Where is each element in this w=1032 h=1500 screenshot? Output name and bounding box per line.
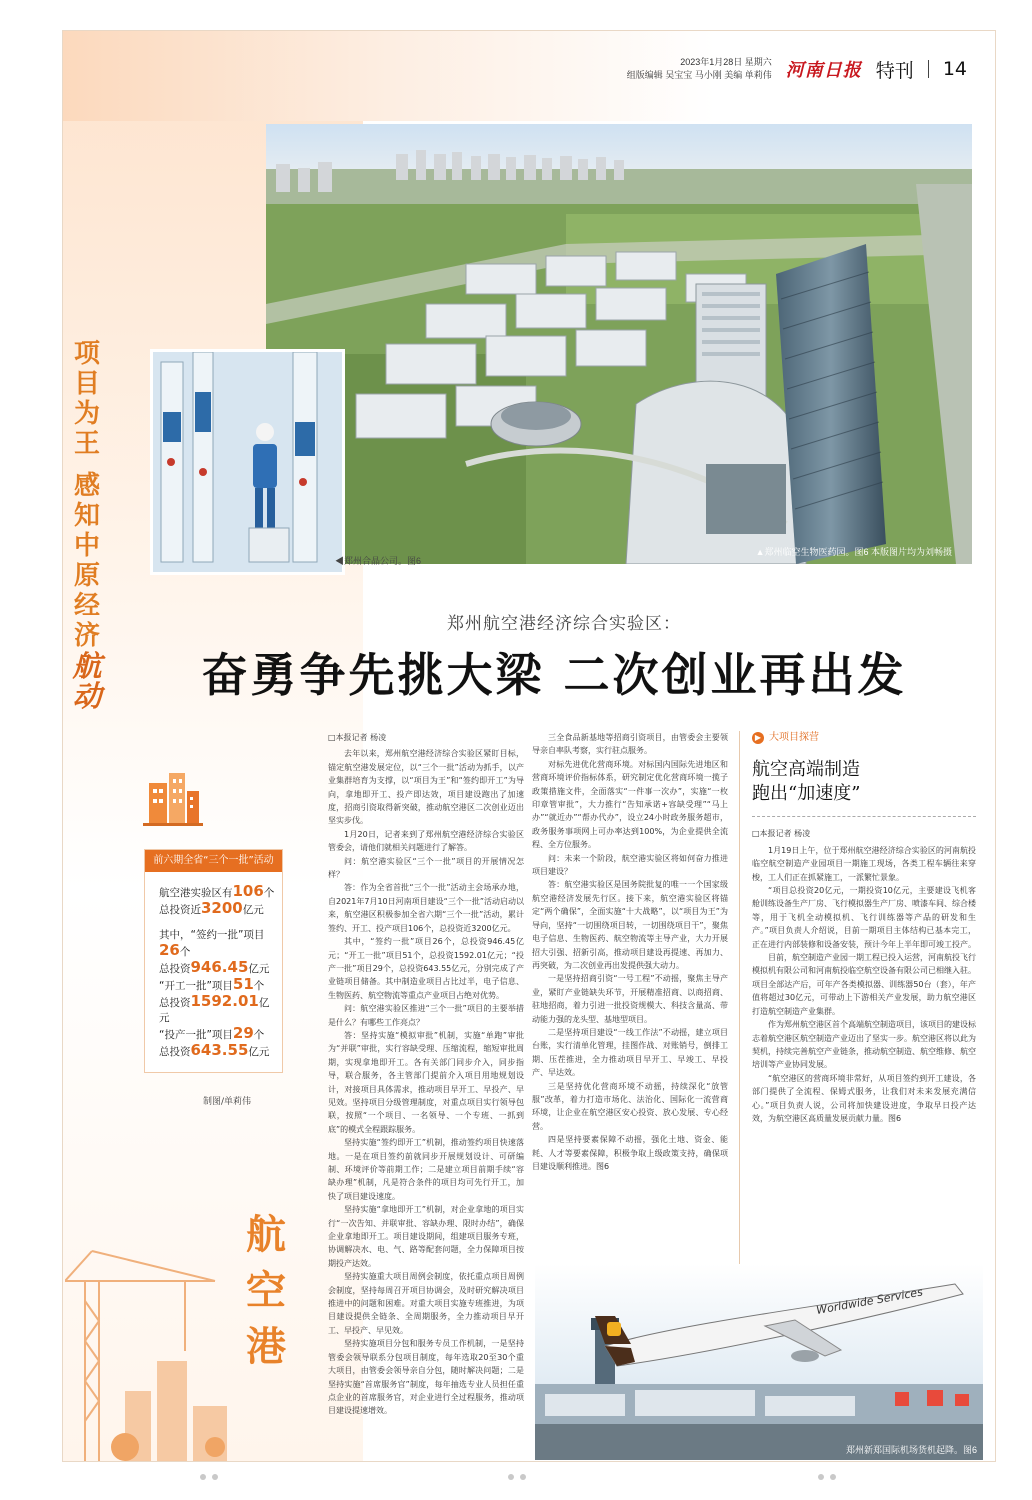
paragraph: 答：作为全省首批“三个一批”活动主会场承办地，自2021年7月10日河南项目建设“三个一批”活动启动以来，航空港区积极参加全省六期“三个一批”活动，累计签约、开工、投产项目106个，总投资近3200亿元。: [328, 883, 524, 933]
inset-caption: ◀郑州合晶公司。图6: [335, 556, 422, 566]
paragraph: 对标先进优化营商环境。对标国内国际先进地区和营商环境评价指标体系，研究制定优化营商环境一揽子政策措施文件，全面落实“一件事一次办”，实施“一枚印章管审批”，大力推行“告知承诺+容缺受理”“马上办”“就近办”“帮办代办”，设立24小时政务服务超市，政务服务事项网上可办率达到100%，为企业提供全流程、全方位服务。: [532, 759, 728, 850]
side-title-aviation-port: 航 空 港: [246, 1211, 286, 1370]
factory-worker-illustration: [153, 352, 342, 572]
stat-value: 3200: [201, 899, 243, 917]
paragraph: 问：航空港实验区“三个一批”项目的开展情况怎样？: [328, 856, 524, 880]
section-tag-label: 大项目探营: [769, 732, 819, 743]
page-number: 14: [942, 58, 967, 80]
header-meta: [627, 56, 772, 82]
page-dots-right: [818, 1474, 836, 1480]
side-title-char: 航: [72, 649, 102, 683]
stat-line: 总投资946.45亿元: [159, 958, 270, 976]
stat-value: 106: [232, 882, 264, 900]
crane-skyline-illustration: [65, 1241, 245, 1462]
hero-aerial-photo: [266, 124, 972, 564]
newspaper-logo: 河南日报: [785, 60, 862, 81]
stat-line: 航空港实验区有106个: [159, 882, 275, 900]
stat-line: 总投资近3200亿元: [159, 899, 264, 917]
page-dots-left: [200, 1474, 218, 1480]
paragraph: 1月20日，记者来到了郑州航空港经济综合实验区管委会，请他们就相关问题进行了解答。: [328, 829, 524, 853]
main-headline: 奋勇争先挑大梁 二次创业再出发: [201, 648, 907, 702]
stat-line: “投产一批”项目29个: [159, 1024, 265, 1042]
article-byline: □本报记者 杨凌: [752, 829, 811, 839]
stat-value: 946.45: [190, 958, 249, 976]
paragraph: “航空港区的营商环境非常好，从项目签约到开工建设，各部门提供了全流程、保姆式服务，让我们对未来发展充满信心。”项目负责人说，公司将加快建设进度，争取早日投产达效，为航空港区高质量发展贡献力量。图6: [752, 1073, 976, 1123]
side-title-char: 王: [73, 429, 100, 459]
divider: [752, 816, 976, 817]
hero-caption: ▲郑州临空生物医药园。图6 本版图片均为刘畅摄: [755, 547, 952, 557]
section-name: 特刊: [875, 59, 914, 82]
page-header: [627, 49, 967, 89]
paragraph: 1月19日上午，位于郑州航空港经济综合实验区的河南航投临空航空制造产业园项目一期施工现场，各类工程车辆往来穿梭，工人们正在抓紧施工，一派繁忙景象。: [752, 845, 976, 882]
paragraph: 去年以来，郑州航空港经济综合实验区紧盯目标，锚定航空港发展定位，以“三个一批”活动为抓手，以产业集群培育为支撑，以“项目为王”和“签约即开工”为导向，拿地即开工、投产即达效，项目建设跑出了加速度，招商引资取得新突破，推动航空港区二次创业迈出坚实步伐。: [328, 749, 524, 826]
header-divider: [928, 60, 929, 78]
stats-box-body: [145, 872, 282, 1060]
stat-line: 总投资1592.01亿元: [159, 992, 270, 1024]
stat-line: “开工一批”项目51个: [159, 975, 265, 993]
section-tag: [752, 731, 976, 744]
stat-value: 1592.01: [190, 992, 259, 1010]
stat-value: 643.55: [190, 1041, 249, 1059]
graphic-credit: 制图/单莉伟: [203, 1097, 252, 1107]
stat-value: 29: [232, 1024, 254, 1042]
plane-caption: 郑州新郑国际机场货机起降。图6: [845, 1445, 977, 1455]
paragraph: 四是坚持要素保障不动摇，强化土地、资金、能耗、人才等要素保障，积极争取上级政策支持，确保项目建设顺利推进。图6: [532, 1135, 728, 1171]
paragraph: 坚持实施“签约即开工”机制，推动签约项目快速落地。一是在项目签约前就同步开展规划设计、可研编制、环境评价等前期工作；二是建立项目前期手续“容缺办理”机制，凡是符合条件的项目均可先行开工，加快了项目建设速度。: [328, 1138, 524, 1201]
aerial-photo-illustration: [266, 124, 972, 564]
paragraph: 三全食品新基地等招商引资项目，由管委会主要领导亲自率队考察，实行驻点服务。: [532, 733, 728, 756]
article-byline: □本报记者 杨凌: [328, 733, 387, 742]
side-title-char: 经: [73, 591, 100, 621]
side-title-char: 为: [73, 399, 100, 429]
stat-value: 26: [159, 941, 180, 959]
stat-value: 51: [232, 975, 254, 993]
newspaper-page: [62, 30, 996, 1462]
header-editors: 组版编辑 吴宝宝 马小刚 美编 单莉伟: [626, 70, 772, 80]
inset-factory-photo: [150, 349, 345, 575]
stats-box-title: 前六期全省“三个一批”活动: [145, 850, 282, 872]
paragraph: 坚持实施“拿地即开工”机制，对企业拿地的项目实行“一次告知、并联审批、容缺办理、限时办结”，确保企业拿地即开工。项目建设期间，组建项目服务专班，协调解决水、电、气、路等配套问题，全力保障项目按期投产达效。: [328, 1205, 524, 1268]
side-title-char: 知: [73, 501, 100, 531]
cargo-plane-illustration: [535, 1264, 983, 1460]
paragraph: 坚持实施项目分包和服务专员工作机制，一是坚持管委会领导联系分包项目制度，每年选取20至30个重大项目，由管委会领导亲自分包，随时解决问题；二是坚持实施“首席服务官”制度，每年抽选专业人员担任重点企业的首席服务官，对企业进行全过程服务，推动项目建设提速增效。: [328, 1339, 524, 1416]
header-date: 2023年1月28日 星期六: [680, 57, 772, 67]
sub-article-title: 航空高端制造 跑出“加速度”: [752, 759, 861, 805]
stats-box: [144, 849, 283, 1073]
headline-kicker: 郑州航空港经济综合实验区：: [447, 614, 681, 634]
arrow-icon: ▶: [752, 732, 764, 744]
side-title-char: 项: [73, 339, 100, 369]
side-title-char: 济: [73, 621, 100, 651]
cargo-plane-photo: [535, 1264, 983, 1460]
paragraph: 其中，“签约一批”项目26个，总投资946.45亿元；“开工一批”项目51个，总投资1592.01亿元；“投产一批”项目29个，总投资643.55亿元，分别完成了产业链项目储备。其中制造业项目占比过半，电子信息、生物医药、航空物流等重点产业项目占绝对优势。: [328, 937, 524, 1000]
building-icon: [143, 769, 203, 829]
article-column-3: [739, 731, 976, 1271]
paragraph: 问：航空港实验区推进“三个一批”项目的主要举措是什么？有哪些工作亮点？: [328, 1004, 524, 1027]
paragraph: “项目总投资20亿元，一期投资10亿元，主要建设飞机客舱训练设备生产厂房、飞行模拟器生产厂房、喷漆车间、综合楼等，用于飞机全动模拟机、飞行训练器等产品的研发和生产。”项目负责人介绍说，目前一期项目主体结构已基本完工，正在进行内部装修和设备安装，预计今年上半年即可竣工投产。: [752, 886, 976, 949]
side-title-char: 中: [73, 531, 100, 561]
paragraph: 一是坚持招商引资“一号工程”不动摇，聚焦主导产业，紧盯产业链缺失环节，开展精准招商、以商招商、驻地招商，着力引进一批投资规模大、科技含量高、带动能力强的龙头型、基地型项目。: [532, 974, 728, 1024]
page-dots-center: [508, 1474, 526, 1480]
article-column-2: [532, 731, 728, 1231]
paragraph: 答：坚持实施“模拟审批”机制，实施“单跑”审批为“并联”审批，实行容缺受理、压缩流程，缩短审批周期，实现拿地即开工。各有关部门同步介入，同步指导，联合服务，各主管部门提前介入项目用地规划设计，对接项目具体需求，推动项目早开工、早投产、早见效。坚持项目分级管理制度，对重点项目实行领导包联，按照“一个项目、一名领导、一个专班、一抓到底”的模式全程跟踪服务。: [328, 1030, 524, 1134]
paragraph: 问：未来一个阶段，航空港实验区将如何奋力推进项目建设？: [532, 853, 728, 877]
side-title-char: 目: [73, 369, 100, 399]
paragraph: 作为郑州航空港区首个高端航空制造项目，该项目的建设标志着航空港区航空制造产业迈出了坚实一步。航空港区将以此为契机，持续完善航空产业链条，推动航空制造、航空维修、航空培训等产业协同发展。: [752, 1020, 976, 1070]
paragraph: 答：航空港实验区是国务院批复的唯一一个国家级航空港经济发展先行区。接下来，航空港实验区将锚定“两个确保”，全面实施“十大战略”，以“项目为王”为导向，坚持“一切围绕项目转，一切围绕项目干”，聚焦电子信息、生物医药、航空物流等主导产业，大力开展招大引强、招新引高，推动项目建设再提速、再加力、再突破，为二次创业再出发提供强大动力。: [532, 880, 728, 970]
paragraph: 三是坚持优化营商环境不动摇，持续深化“放管服”改革，着力打造市场化、法治化、国际化一流营商环境，让企业在航空港区安心投资、放心发展、专心经营。: [532, 1081, 728, 1131]
plane-livery-text: Worldwide Services: [815, 1285, 924, 1317]
side-title-char: 原: [73, 561, 100, 591]
stat-line: 总投资643.55亿元: [159, 1041, 270, 1059]
side-title-char: 动: [72, 679, 102, 713]
paragraph: 二是坚持项目建设“一线工作法”不动摇，建立项目台账，实行清单化管理，挂图作战、对账销号，倒排工期、压茬推进，全力推动项目早开工、早竣工、早投产、早达效。: [532, 1027, 728, 1078]
side-title-char: 感: [73, 471, 100, 501]
stat-line: 其中，“签约一批”项目26个: [159, 929, 265, 959]
article-column-1: [328, 731, 524, 1443]
paragraph: 坚持实施重大项目周例会制度，依托重点项目周例会制度，坚持每周召开项目协调会，及时研究解决项目推进中的问题和困难。对重大项目实施专班推进，为项目建设提供全链条、全周期服务，全力推动项目早开工、早投产、早见效。: [328, 1272, 524, 1335]
paragraph: 目前，航空制造产业园一期工程已投入运营，河南航投飞行模拟机有限公司和河南航投临空航空设备有限公司已相继入驻。项目全部达产后，可年产各类模拟器、训练器50台（套），年产值将超过30亿元，可带动上下游相关产业发展，助力航空港区打造航空制造产业集群。: [752, 953, 976, 1016]
